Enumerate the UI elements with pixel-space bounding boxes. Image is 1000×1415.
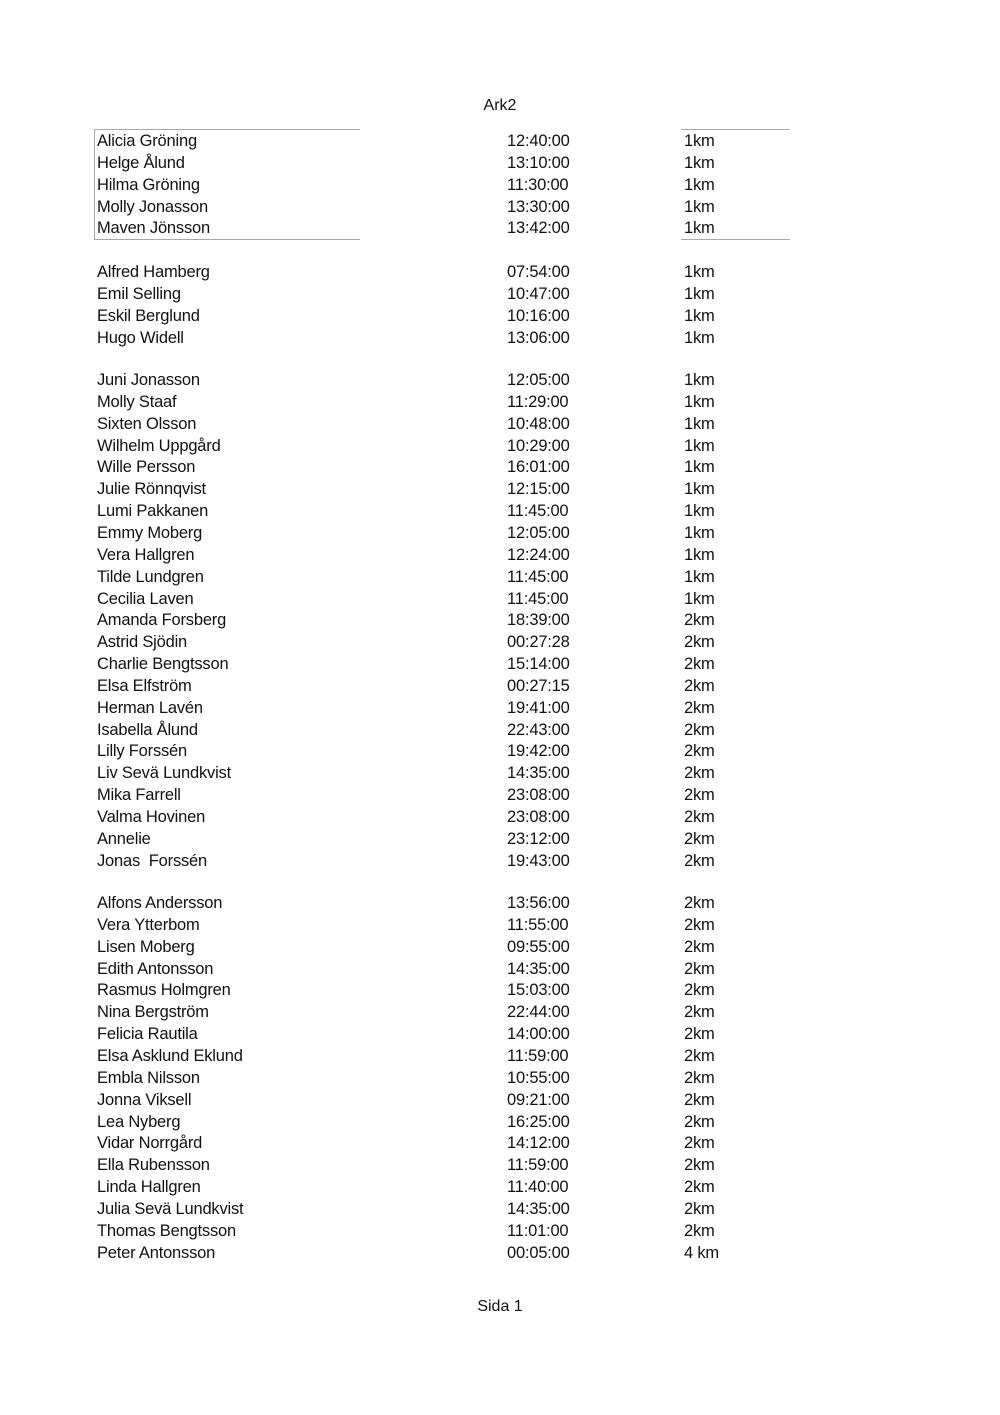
runner-name: Valma Hovinen xyxy=(97,808,206,826)
finish-time: 11:45:00 xyxy=(507,567,569,586)
runner-name: Hugo Widell xyxy=(97,328,184,347)
finish-time: 14:35:00 xyxy=(507,959,570,978)
runner-name: Emmy Moberg xyxy=(97,523,203,542)
finish-time: 15:03:00 xyxy=(507,981,570,1000)
finish-time: 10:29:00 xyxy=(507,436,570,455)
distance: 1km xyxy=(684,197,715,216)
distance: 2km xyxy=(684,959,715,978)
table-row xyxy=(0,850,1000,872)
finish-time: 12:15:00 xyxy=(507,480,570,499)
distance: 1km xyxy=(684,392,715,411)
runner-name: Molly Jonasson xyxy=(97,197,208,216)
finish-time: 23:08:00 xyxy=(507,786,570,805)
runner-name: Jonna Viksell xyxy=(97,1090,192,1109)
table-row xyxy=(0,261,1000,283)
table-row xyxy=(0,500,1000,522)
table-row xyxy=(0,369,1000,391)
table-row xyxy=(0,456,1000,478)
finish-time: 22:44:00 xyxy=(507,1003,570,1022)
runner-name: Rasmus Holmgren xyxy=(97,981,231,1000)
distance: 2km xyxy=(684,937,715,956)
finish-time: 19:42:00 xyxy=(507,742,570,761)
runner-name: Elsa Elfström xyxy=(97,676,192,695)
table-row xyxy=(0,653,1000,675)
table-row xyxy=(0,196,1000,218)
finish-time: 00:05:00 xyxy=(507,1243,570,1262)
table-row xyxy=(0,174,1000,196)
distance: 2km xyxy=(684,742,715,761)
distance: 2km xyxy=(684,1090,715,1109)
finish-time: 11:59:00 xyxy=(507,1046,569,1065)
table-row xyxy=(0,413,1000,435)
finish-time: 12:24:00 xyxy=(507,545,570,564)
runner-name: Julia Sevä Lundkvist xyxy=(97,1199,244,1218)
runner-name: Peter Antonsson xyxy=(97,1243,216,1262)
table-row xyxy=(0,958,1000,980)
distance: 1km xyxy=(684,436,715,455)
distance: 1km xyxy=(684,328,715,347)
finish-time: 07:54:00 xyxy=(507,263,570,281)
table-row xyxy=(0,1198,1000,1220)
runner-name: Cecilia Laven xyxy=(97,589,194,608)
table-row xyxy=(0,719,1000,741)
distance: 2km xyxy=(684,1199,715,1218)
distance: 2km xyxy=(684,633,715,652)
runner-name: Lisen Moberg xyxy=(97,937,195,956)
distance: 1km xyxy=(684,589,715,608)
table-row xyxy=(0,697,1000,719)
table-row xyxy=(0,566,1000,588)
table-row xyxy=(0,892,1000,914)
distance: 1km xyxy=(684,371,715,389)
distance: 2km xyxy=(684,1134,715,1153)
runner-name: Sixten Olsson xyxy=(97,414,197,433)
table-row xyxy=(0,1176,1000,1198)
table-row xyxy=(0,675,1000,697)
finish-time: 00:27:28 xyxy=(507,633,570,652)
table-row xyxy=(0,217,1000,239)
table-row xyxy=(0,784,1000,806)
distance: 2km xyxy=(684,676,715,695)
finish-time: 19:43:00 xyxy=(507,851,570,870)
distance: 2km xyxy=(684,1156,715,1175)
table-row xyxy=(0,740,1000,762)
sheet-title: Ark2 xyxy=(483,97,517,114)
table-row xyxy=(0,762,1000,784)
finish-time: 14:00:00 xyxy=(507,1025,570,1044)
runner-name: Vera Hallgren xyxy=(97,545,195,564)
runner-name: Alicia Gröning xyxy=(97,132,197,150)
table-row xyxy=(0,936,1000,958)
distance: 2km xyxy=(684,1003,715,1022)
runner-name: Linda Hallgren xyxy=(97,1178,201,1197)
finish-time: 09:21:00 xyxy=(507,1090,570,1109)
runner-name: Ella Rubensson xyxy=(97,1156,210,1175)
distance: 1km xyxy=(684,414,715,433)
finish-time: 12:05:00 xyxy=(507,523,570,542)
distance: 2km xyxy=(684,1221,715,1240)
runner-name: Felicia Rautila xyxy=(97,1025,198,1044)
finish-time: 10:16:00 xyxy=(507,306,570,325)
table-row xyxy=(0,1242,1000,1264)
table-row xyxy=(0,828,1000,850)
page-footer: Sida 1 xyxy=(477,1298,523,1315)
runner-name: Vera Ytterbom xyxy=(97,915,200,934)
finish-time: 13:42:00 xyxy=(507,219,570,238)
table-row xyxy=(0,283,1000,305)
table-row xyxy=(0,806,1000,828)
table-row xyxy=(0,1132,1000,1154)
table-row xyxy=(0,130,1000,152)
runner-name: Amanda Forsberg xyxy=(97,611,227,630)
table-row xyxy=(0,1111,1000,1133)
table-row xyxy=(0,588,1000,610)
runner-name: Vidar Norrgård xyxy=(97,1134,203,1153)
distance: 1km xyxy=(684,284,715,303)
distance: 1km xyxy=(684,175,715,194)
table-row xyxy=(0,914,1000,936)
distance: 2km xyxy=(684,851,715,870)
table-row xyxy=(0,1220,1000,1242)
runner-name: Tilde Lundgren xyxy=(97,567,204,586)
runner-name: Wilhelm Uppgård xyxy=(97,436,221,455)
runner-name: Wille Persson xyxy=(97,458,196,477)
runner-name: Helge Ålund xyxy=(97,153,185,172)
runner-name: Alfred Hamberg xyxy=(97,263,210,281)
distance: 2km xyxy=(684,764,715,783)
table-row xyxy=(0,435,1000,457)
finish-time: 13:10:00 xyxy=(507,153,570,172)
runner-name: Molly Staaf xyxy=(97,392,177,411)
runner-name: Eskil Berglund xyxy=(97,306,200,325)
distance: 1km xyxy=(684,219,715,238)
table-row xyxy=(0,1045,1000,1067)
runner-name: Nina Bergström xyxy=(97,1003,209,1022)
distance: 2km xyxy=(684,1025,715,1044)
table-row xyxy=(0,609,1000,631)
finish-time: 22:43:00 xyxy=(507,720,570,739)
finish-time: 11:01:00 xyxy=(507,1221,569,1240)
table-row xyxy=(0,305,1000,327)
runner-name: Herman Lavén xyxy=(97,698,203,717)
table-row xyxy=(0,631,1000,653)
table-row xyxy=(0,544,1000,566)
finish-time: 11:55:00 xyxy=(507,915,569,934)
finish-time: 11:30:00 xyxy=(507,175,569,194)
distance: 1km xyxy=(684,458,715,477)
finish-time: 13:30:00 xyxy=(507,197,570,216)
distance: 2km xyxy=(684,894,715,912)
finish-time: 15:14:00 xyxy=(507,655,570,674)
table-row xyxy=(0,1089,1000,1111)
table-row xyxy=(0,152,1000,174)
runner-name: Jonas Forssén xyxy=(97,851,208,870)
table-row xyxy=(0,979,1000,1001)
runner-name: Embla Nilsson xyxy=(97,1068,200,1087)
table-row xyxy=(0,1067,1000,1089)
distance: 4 km xyxy=(684,1243,719,1262)
finish-time: 10:47:00 xyxy=(507,284,570,303)
runner-name: Julie Rönnqvist xyxy=(97,480,206,499)
table-row xyxy=(0,1154,1000,1176)
distance: 1km xyxy=(684,306,715,325)
distance: 2km xyxy=(684,829,715,848)
finish-time: 18:39:00 xyxy=(507,611,570,630)
distance: 2km xyxy=(684,1046,715,1065)
finish-time: 10:48:00 xyxy=(507,414,570,433)
finish-time: 19:41:00 xyxy=(507,698,570,717)
runner-name: Elsa Asklund Eklund xyxy=(97,1046,243,1065)
finish-time: 11:29:00 xyxy=(507,392,569,411)
finish-time: 12:40:00 xyxy=(507,132,570,150)
runner-name: Juni Jonasson xyxy=(97,371,200,389)
runner-name: Hilma Gröning xyxy=(97,175,200,194)
table-row xyxy=(0,391,1000,413)
runner-name: Maven Jönsson xyxy=(97,219,210,238)
table-row xyxy=(0,1023,1000,1045)
runner-name: Isabella Ålund xyxy=(97,720,198,739)
finish-time: 00:27:15 xyxy=(507,676,570,695)
table-row xyxy=(0,327,1000,349)
finish-time: 13:06:00 xyxy=(507,328,570,347)
runner-name: Lilly Forssén xyxy=(97,742,188,761)
distance: 2km xyxy=(684,1112,715,1131)
finish-time: 14:35:00 xyxy=(507,764,570,783)
finish-time: 11:59:00 xyxy=(507,1156,569,1175)
runner-name: Emil Selling xyxy=(97,284,181,303)
runner-name: Mika Farrell xyxy=(97,786,181,805)
runner-name: Liv Sevä Lundkvist xyxy=(97,764,231,783)
distance: 1km xyxy=(684,502,715,521)
runner-name: Lea Nyberg xyxy=(97,1112,181,1131)
finish-time: 16:25:00 xyxy=(507,1112,570,1131)
finish-time: 14:35:00 xyxy=(507,1199,570,1218)
distance: 2km xyxy=(684,720,715,739)
runner-name: Edith Antonsson xyxy=(97,959,214,978)
runner-name: Annelie xyxy=(97,829,151,848)
table-row xyxy=(0,478,1000,500)
distance: 2km xyxy=(684,786,715,805)
finish-time: 23:12:00 xyxy=(507,829,570,848)
runner-name: Thomas Bengtsson xyxy=(97,1221,236,1240)
distance: 2km xyxy=(684,981,715,1000)
distance: 1km xyxy=(684,153,715,172)
finish-time: 12:05:00 xyxy=(507,371,570,389)
distance: 1km xyxy=(684,132,715,150)
distance: 2km xyxy=(684,611,715,630)
finish-time: 23:08:00 xyxy=(507,808,570,826)
finish-time: 16:01:00 xyxy=(507,458,570,477)
distance: 1km xyxy=(684,523,715,542)
finish-time: 09:55:00 xyxy=(507,937,570,956)
runner-name: Lumi Pakkanen xyxy=(97,502,209,521)
finish-time: 10:55:00 xyxy=(507,1068,570,1087)
table-row xyxy=(0,522,1000,544)
distance: 1km xyxy=(684,480,715,499)
table-row xyxy=(0,1001,1000,1023)
distance: 2km xyxy=(684,655,715,674)
finish-time: 13:56:00 xyxy=(507,894,570,912)
distance: 1km xyxy=(684,567,715,586)
distance: 1km xyxy=(684,545,715,564)
distance: 2km xyxy=(684,1068,715,1087)
distance: 2km xyxy=(684,915,715,934)
distance: 2km xyxy=(684,698,715,717)
distance: 2km xyxy=(684,808,715,826)
finish-time: 14:12:00 xyxy=(507,1134,570,1153)
distance: 1km xyxy=(684,263,715,281)
finish-time: 11:40:00 xyxy=(507,1178,569,1197)
finish-time: 11:45:00 xyxy=(507,502,569,521)
finish-time: 11:45:00 xyxy=(507,589,569,608)
runner-name: Charlie Bengtsson xyxy=(97,655,229,674)
distance: 2km xyxy=(684,1178,715,1197)
runner-name: Astrid Sjödin xyxy=(97,633,188,652)
runner-name: Alfons Andersson xyxy=(97,894,223,912)
